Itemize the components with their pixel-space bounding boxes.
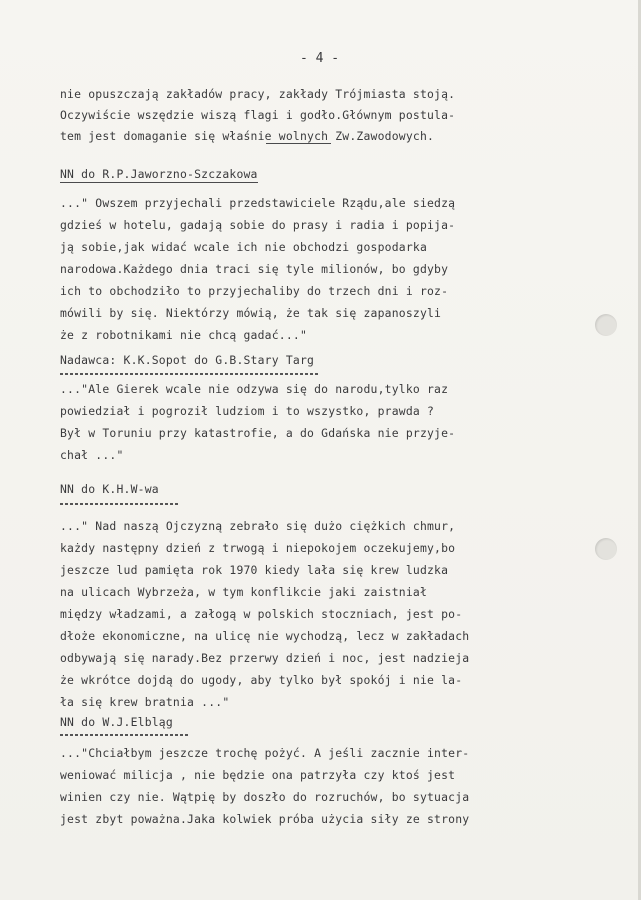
message-line: że wkrótce dojdą do ugody, aby tylko był spokój i nie la- xyxy=(60,673,463,687)
message-line: winien czy nie. Wątpię by doszło do rozruchów, bo sytuacja xyxy=(60,790,470,804)
intro-line: tem jest domaganie się właśnie wolnych Zw.Zawodowych. xyxy=(60,129,435,143)
message-line: weniować milicja , nie będzie ona patrzyła czy ktoś jest xyxy=(60,768,456,782)
message-line: narodowa.Każdego dnia traci się tyle milionów, bo gdyby xyxy=(60,262,449,276)
message-line: ..." Nad naszą Ojczyzną zebrało się dużo ciężkich chmur, xyxy=(60,519,456,533)
message-line: ją sobie,jak widać wcale ich nie obchodzi gospodarka xyxy=(60,240,428,254)
section-heading: NN do R.P.Jaworzno-Szczakowa xyxy=(60,167,258,181)
message-line: jest zbyt poważna.Jaka kolwiek próba użycia siły ze strony xyxy=(60,812,470,826)
heading-rule xyxy=(60,503,180,505)
message-line: Był w Toruniu przy katastrofie, a do Gdańska nie przyje- xyxy=(60,426,456,440)
heading-rule xyxy=(60,734,190,736)
message-line: chał ..." xyxy=(60,448,124,462)
heading-underline xyxy=(60,182,258,183)
message-line: gdzieś w hotelu, gadają sobie do prasy i radia i popija- xyxy=(60,218,456,232)
message-line: że z robotnikami nie chcą gadać..." xyxy=(60,328,308,342)
message-line: jeszcze lud pamięta rok 1970 kiedy lała się krew ludzka xyxy=(60,563,449,577)
message-line: odbywają się narady.Bez przerwy dzień i noc, jest nadzieja xyxy=(60,651,470,665)
message-line: powiedział i pogroził ludziom i to wszystko, prawda ? xyxy=(60,404,435,418)
message-line: ..."Ale Gierek wcale nie odzywa się do narodu,tylko raz xyxy=(60,382,449,396)
message-line: ..." Owszem przyjechali przedstawiciele Rządu,ale siedzą xyxy=(60,196,456,210)
message-line: między władzami, a załogą w polskich stoczniach, jest po- xyxy=(60,607,463,621)
message-line: każdy następny dzień z trwogą i niepokojem oczekujemy,bo xyxy=(60,541,456,555)
message-line: ła się krew bratnia ..." xyxy=(60,695,230,709)
emphasis-underline xyxy=(266,143,331,144)
section-heading: NN do K.H.W-wa xyxy=(60,482,159,496)
punch-hole xyxy=(595,314,617,336)
message-line: na ulicach Wybrzeża, w tym konflikcie jaki zaistniał xyxy=(60,585,428,599)
page-number: - 4 - xyxy=(300,51,340,66)
message-line: mówili by się. Niektórzy mówią, że tak się zapanoszyli xyxy=(60,306,442,320)
message-line: ich to obchodziło to przyjechaliby do trzech dni i roz- xyxy=(60,284,449,298)
intro-line: Oczywiście wszędzie wiszą flagi i godło.Głównym postula- xyxy=(60,108,456,122)
section-heading: NN do W.J.Elbląg xyxy=(60,715,173,729)
punch-hole xyxy=(595,538,617,560)
message-line: ..."Chciałbym jeszcze trochę pożyć. A jeśli zacznie inter- xyxy=(60,746,470,760)
intro-line: nie opuszczają zakładów pracy, zakłady Trójmiasta stoją. xyxy=(60,87,456,101)
message-line: dłoże ekonomiczne, na ulicę nie wychodzą, lecz w zakładach xyxy=(60,629,470,643)
heading-rule xyxy=(60,373,318,375)
section-heading: Nadawca: K.K.Sopot do G.B.Stary Targ xyxy=(60,353,315,367)
